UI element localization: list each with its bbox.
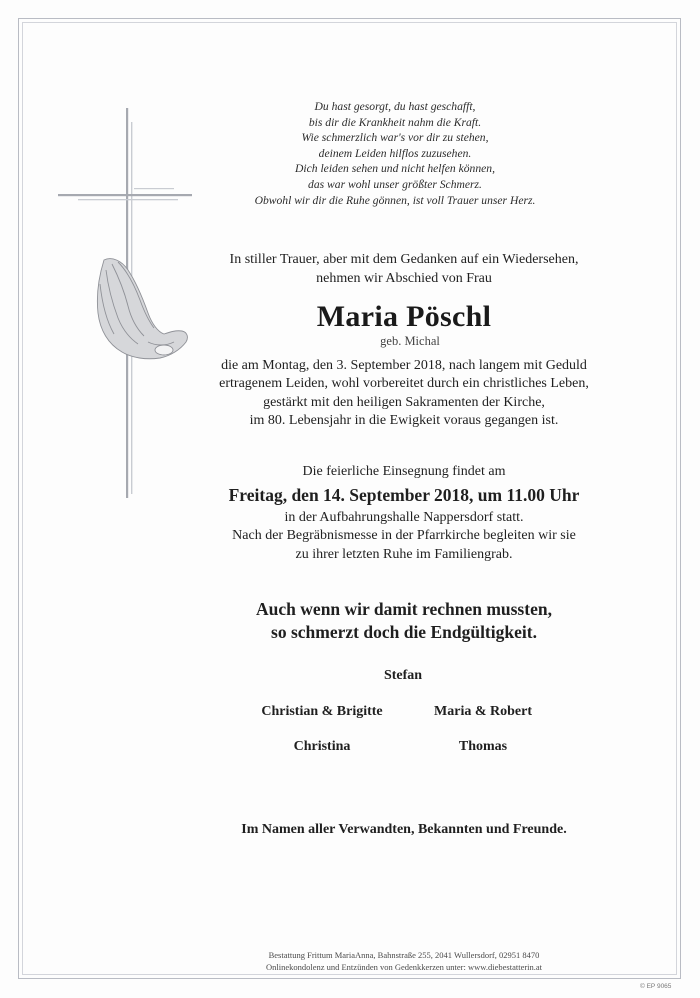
mourner-thomas: Thomas bbox=[458, 739, 508, 754]
mourner-stefan: Stefan bbox=[383, 668, 423, 683]
poem bbox=[250, 99, 540, 208]
quote-line: so schmerzt doch die Endgültigkeit. bbox=[271, 621, 537, 642]
poem-line: Dich leiden sehen und nicht helfen können, bbox=[295, 162, 495, 176]
ceremony-intro: Die feierliche Einsegnung findet am bbox=[302, 464, 506, 479]
form-code: © EP 9065 bbox=[640, 983, 672, 990]
bio-line: im 80. Lebensjahr in die Ewigkeit voraus gegangen ist. bbox=[249, 413, 559, 429]
footer bbox=[150, 950, 658, 973]
ceremony-line: in der Aufbahrungshalle Nappersdorf statt. bbox=[284, 510, 524, 525]
bio-line: ertragenem Leiden, wohl vorbereitet durch ein christliches Leben, bbox=[219, 376, 589, 392]
intro-line: nehmen wir Abschied von Frau bbox=[316, 270, 492, 286]
bio-line: gestärkt mit den heiligen Sakramenten der Kirche, bbox=[263, 394, 545, 410]
ceremony-line: zu ihrer letzten Ruhe im Familiengrab. bbox=[295, 546, 513, 562]
deceased-name: Maria Pöschl bbox=[316, 300, 492, 333]
cross-with-praying-hands-icon bbox=[52, 108, 192, 500]
mourner-maria-robert: Maria & Robert bbox=[434, 704, 532, 719]
poem-line: bis dir die Krankheit nahm die Kraft. bbox=[308, 115, 482, 129]
maiden-name bbox=[192, 334, 616, 349]
poem-line: das war wohl unser größter Schmerz. bbox=[308, 177, 482, 191]
footer-address: Bestattung Frittum MariaAnna, Bahnstraße 255, 2041 Wullersdorf, 02951 8470 bbox=[268, 950, 540, 960]
mourner-christian-brigitte: Christian & Brigitte bbox=[261, 704, 383, 719]
quote bbox=[192, 598, 616, 643]
mourner-christina: Christina bbox=[293, 739, 351, 754]
footer-website: Onlinekondolenz und Entzünden von Gedenkkerzen unter: www.diebestatterin.at bbox=[265, 961, 543, 972]
ceremony-date: Freitag, den 14. September 2018, um 11.00 Uhr bbox=[228, 485, 580, 505]
maiden-name-text: geb. Michal bbox=[380, 334, 440, 348]
intro-text bbox=[192, 251, 616, 288]
closing-line: Im Namen aller Verwandten, Bekannten und Freunde. bbox=[241, 822, 567, 837]
poem-line: deinem Leiden hilflos zuzusehen. bbox=[318, 146, 472, 160]
bio-line: die am Montag, den 3. September 2018, nach langem mit Geduld bbox=[221, 358, 587, 373]
poem-line: Wie schmerzlich war's vor dir zu stehen, bbox=[301, 131, 489, 145]
quote-line: Auch wenn wir damit rechnen mussten, bbox=[256, 599, 552, 619]
ceremony-details bbox=[192, 509, 616, 564]
poem-line: Du hast gesorgt, du hast geschafft, bbox=[314, 100, 476, 113]
biography bbox=[192, 357, 616, 431]
intro-line: In stiller Trauer, aber mit dem Gedanken auf ein Wiedersehen, bbox=[229, 252, 579, 267]
ceremony-line: Nach der Begräbnismesse in der Pfarrkirche begleiten wir sie bbox=[232, 528, 576, 544]
poem-line: Obwohl wir dir die Ruhe gönnen, ist voll Trauer unser Herz. bbox=[254, 193, 536, 207]
